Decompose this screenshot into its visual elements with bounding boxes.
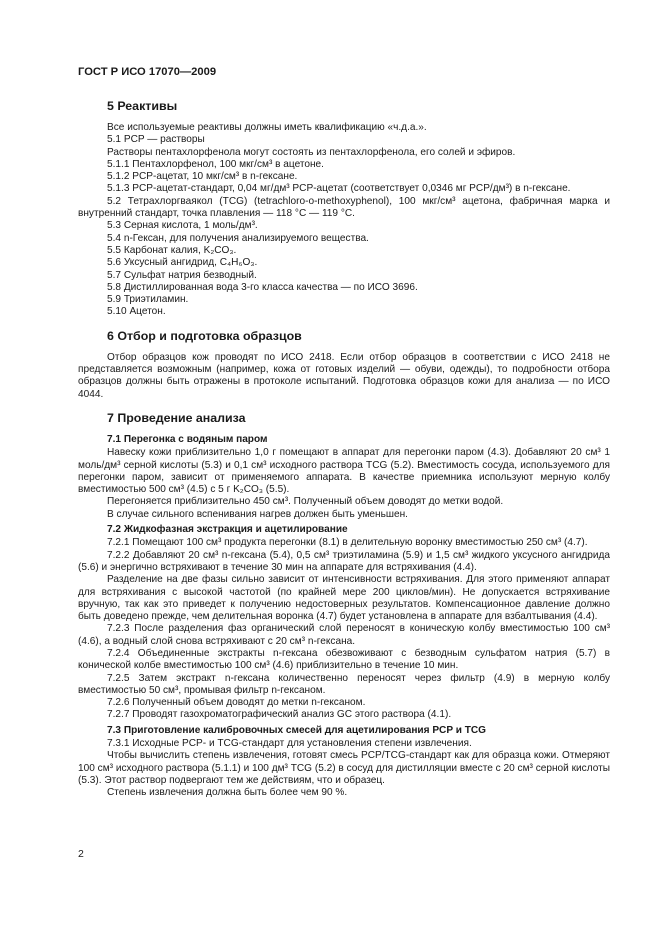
item-5-9: 5.9 Триэтиламин. xyxy=(107,294,189,306)
item-5-2: 5.2 Тетрахлоргваякол (TCG) (tetrachloro-o-methoxyphenol), 100 мкг/см³ ацетона, фабричная марка и внутренний стандарт, точка плавления — 118 °C — 119 °C. xyxy=(78,195,610,220)
section-6-title: 6 Отбор и подготовка образцов xyxy=(107,328,302,343)
section-5-intro: Все используемые реактивы должны иметь квалификацию «ч.д.а.». xyxy=(107,122,427,133)
item-5-1-3: 5.1.3 PCP-ацетат-стандарт, 0,04 мг/дм³ PCP-ацетат (соответствует 0,0346 мг PCP/дм³) в n-гексане. xyxy=(107,183,571,195)
item-7-2-2: 7.2.2 Добавляют 20 см³ n-гексана (5.4), 0,5 см³ триэтиламина (5.9) и 1,5 см³ жидкого уксусного ангидрида (5.6) и энергично встряхивают в течение 30 мин на аппарате для встряхивания (4.4). xyxy=(78,549,610,573)
subsection-7-2-title: 7.2 Жидкофазная экстракция и ацетилирование xyxy=(107,524,348,536)
item-5-1-2: 5.1.2 PCP-ацетат, 10 мкг/см³ в n-гексане. xyxy=(107,171,298,183)
para-7-1-3: В случае сильного вспенивания нагрев должен быть уменьшен. xyxy=(107,508,408,520)
para-7-1-1: Навеску кожи приблизительно 1,0 г помещают в аппарат для перегонки паром (4.3). Добавляют 20 см³ 1 моль/дм³ серной кислоты (5.3) и 0,1 см³ исходного раствора TCG (5.2). Вместимость сосуда, используемого для перегонки паром, зависит от применяемого аппарата. В качестве приемника используют мерную колбу вместимостью 500 см³ (4.5) с 5 г K₂CO₃ (5.5). xyxy=(78,447,610,496)
item-5-1: 5.1 PCP — растворы xyxy=(107,134,205,146)
subsection-7-1-title: 7.1 Перегонка с водяным паром xyxy=(107,433,268,445)
section-5-title: 5 Реактивы xyxy=(107,99,178,113)
item-5-8: 5.8 Дистиллированная вода 3-го класса качества — по ИСО 3696. xyxy=(107,281,418,293)
document-header: ГОСТ Р ИСО 17070—2009 xyxy=(78,66,217,78)
spacer xyxy=(78,401,610,411)
para-7-3-1-calc: Чтобы вычислить степень извлечения, готовят смесь PCP/TCG-стандарт как для образца кожи. Отмеряют 100 см³ исходного раствора (5.1.1) и 100 дм³ TCG (5.2) в сосуд для дистилляции вместе с 20 см³ серной кислоты (5.3). Этот раствор подвергают тем же действиям, что и образец. xyxy=(78,750,610,786)
subsection-7-3-title: 7.3 Приготовление калибровочных смесей для ацетилирования PCP и TCG xyxy=(107,724,487,736)
item-7-2-1: 7.2.1 Помещают 100 см³ продукта перегонки (8.1) в делительную воронку вместимостью 250 см³ (4.7). xyxy=(107,537,588,549)
spacer xyxy=(78,319,610,329)
item-7-2-3: 7.2.3 После разделения фаз органический слой переносят в коническую колбу вместимостью 100 см³ (4.6), а водный слой снова встряхивают с 20 см³ n-гексана. xyxy=(78,623,610,647)
item-7-3-1: 7.3.1 Исходные PCP- и TCG-стандарт для установления степени извлечения. xyxy=(107,738,472,750)
page-number: 2 xyxy=(78,848,84,860)
para-7-1-2: Перегоняется приблизительно 450 см³. Полученный объем доводят до метки водой. xyxy=(107,496,504,508)
item-5-1-1: 5.1.1 Пентахлорфенол, 100 мкг/см³ в ацетоне. xyxy=(107,158,324,170)
section-6-text: Отбор образцов кож проводят по ИСО 2418. Если отбор образцов в соответствии с ИСО 2418 не представляется возможным (например, кожа от готовых изделий — обуви, одежды), то подробности отбора образцов должны быть отражены в протоколе испытаний. Подготовка образцов кожи для анализа — по ИСО 4044. xyxy=(78,351,610,400)
item-7-2-4: 7.2.4 Объединенные экстракты n-гексана обезвоживают с безводным сульфатом натрия (5.7) в конической колбе вместимостью 100 см³ (4.6) приблизительно в течение 10 мин. xyxy=(78,647,610,672)
item-7-2-6: 7.2.6 Полученный объем доводят до метки n-гексаном. xyxy=(107,697,366,709)
item-5-6: 5.6 Уксусный ангидрид, C₄H₆O₃. xyxy=(107,257,258,269)
item-5-3: 5.3 Серная кислота, 1 моль/дм³. xyxy=(107,220,258,232)
item-5-4: 5.4 n-Гексан, для получения анализируемого вещества. xyxy=(107,232,369,244)
item-5-10: 5.10 Ацетон. xyxy=(107,306,166,318)
item-7-2-7: 7.2.7 Проводят газохроматографический анализ GC этого раствора (4.1). xyxy=(107,709,452,721)
item-5-1-desc: Растворы пентахлорфенола могут состоять из пентахлорфенола, его солей и эфиров. xyxy=(107,146,516,158)
item-5-7: 5.7 Сульфат натрия безводный. xyxy=(107,269,257,281)
section-7-title: 7 Проведение анализа xyxy=(107,410,246,425)
document-body xyxy=(78,99,610,800)
item-7-2-5: 7.2.5 Затем экстракт n-гексана количественно переносят через фильтр (4.9) в мерную колбу вместимостью 50 см³, промывая фильтр n-гексаном. xyxy=(78,672,610,696)
item-5-5: 5.5 Карбонат калия, K₂CO₃. xyxy=(107,244,237,256)
para-7-3-1-recovery: Степень извлечения должна быть более чем 90 %. xyxy=(107,787,348,799)
para-7-2-2-note: Разделение на две фазы сильно зависит от интенсивности встряхивания. Для этого применяют аппарат для встряхивания с высокой частотой (по крайней мере 200 циклов/мин). Не допускается встряхивание вручную, так как это приведет к получению недостоверных результатов. Компенсационное давление должно быть доведено прежде, чем делительная воронка (4.7) будет установлена в аппарате для взбалтывания (4.4). xyxy=(78,574,610,623)
